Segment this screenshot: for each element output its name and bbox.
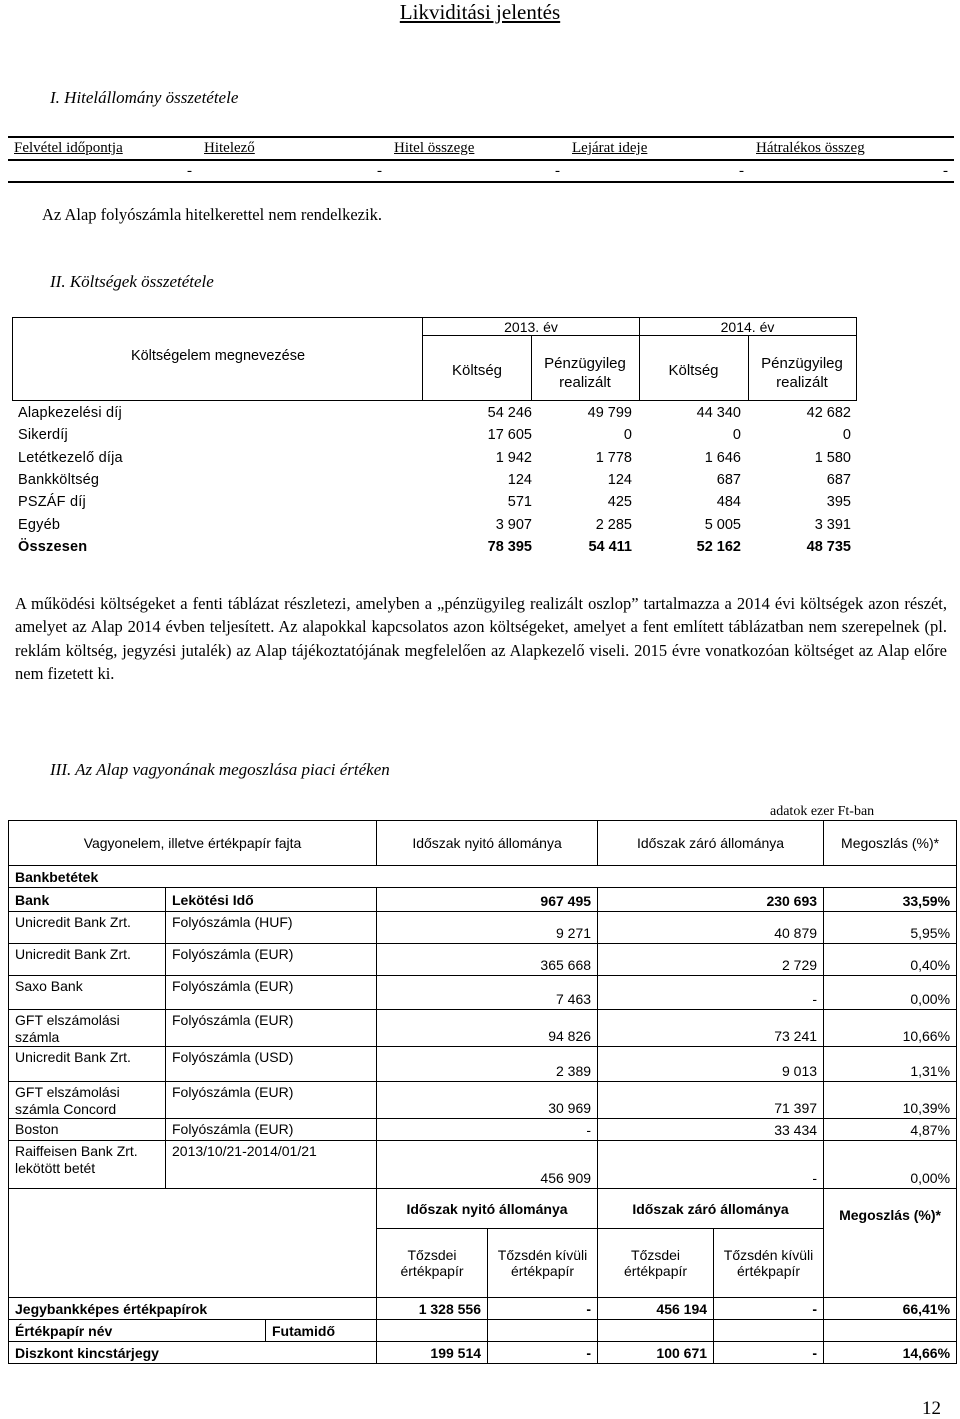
account-type: Folyószámla (EUR) [166,944,377,976]
close-value: 71 397 [598,1082,824,1119]
col-header: Lejárat ideje [566,137,750,160]
bank-row [9,1082,957,1119]
cost-value: 5 005 [704,516,741,533]
account-type: Folyószámla (EUR) [166,1082,377,1119]
open-value: 2 389 [377,1047,598,1082]
bank-name: Raiffeisen Bank Zrt. lekötött betét [9,1141,166,1189]
share-value: 0,00% [824,1141,957,1189]
open-value: 967 495 [377,888,598,912]
share-value: 66,41% [824,1298,957,1320]
bank-name: Unicredit Bank Zrt. [9,1047,166,1082]
cost-value: 571 [507,494,532,511]
cost-value: 44 340 [696,405,741,422]
maturity-label: Futamidő [266,1320,377,1342]
col-header: Hátralékos összeg [750,137,954,160]
col-header: Hitelező [198,137,388,160]
bank-label: Bank [9,888,166,912]
share-value: 33,59% [824,888,957,912]
cost-value: 124 [507,472,532,489]
cost-value: 49 799 [587,405,632,422]
account-type: 2013/10/21-2014/01/21 [166,1141,377,1189]
open-value: 365 668 [377,944,598,976]
share-value: 0,40% [824,944,957,976]
cost-value: 0 [842,427,851,444]
col-asset: Vagyonelem, illetve értékpapír fajta [9,821,377,866]
col-listed: Tőzsdei értékpapír [377,1229,488,1298]
col-share: Megoszlás (%)* [824,1189,957,1298]
close-value: - [598,976,824,1010]
bank-name: GFT elszámolási számla [9,1010,166,1047]
sec-value: - [488,1342,598,1364]
bank-row [9,1010,957,1047]
year-2013: 2013. év [504,319,558,335]
cost-row [12,491,857,513]
cost-paragraph: A működési költségeket a fenti táblázat részletezi, amelyben a „pénzügyileg realizált oszlop” tartalmazza a 2014 évi költségek azon részét, amelyet az Alap 2014 évben teljesített. Az alapokkal kapcsolatos azon költségeket, amelyet a fent említett táblázatban nem szerepelnek (pl. reklám költség, jegyzési jutalék) az Alap tájékoztatójának megfelelően az Alapkezelő viseli. 2015 évre vonatkozóan költséget az Alap előre nem fizetett ki. [15,594,947,684]
open-value: - [377,1119,598,1141]
cost-value: 54 411 [588,538,632,555]
sec-value: - [714,1298,824,1320]
share-value: 10,39% [824,1082,957,1119]
cost-value: 687 [826,472,851,489]
cost-value: 124 [607,472,632,489]
share-value: 5,95% [824,912,957,944]
account-type: Folyószámla (EUR) [166,976,377,1010]
cost-value: 54 246 [487,405,532,422]
sec-row-label: Jegybankképes értékpapírok [9,1298,377,1320]
close-value: - [598,1141,824,1189]
cost-name: Sikerdíj [18,427,68,444]
account-type: Folyószámla (EUR) [166,1119,377,1141]
term-label: Lekötési Idő [166,888,377,912]
close-value: 230 693 [598,888,824,912]
bank-name: Unicredit Bank Zrt. [9,912,166,944]
year-2014: 2014. év [720,319,775,335]
bank-name: Unicredit Bank Zrt. [9,944,166,976]
sub-cost: Költség [668,362,719,379]
open-value: 7 463 [377,976,598,1010]
close-value: 2 729 [598,944,824,976]
sec-name-label: Értékpapír név [9,1320,266,1342]
bank-row [9,912,957,944]
col-header: Felvétel időpontja [8,137,198,160]
cost-value: 17 605 [487,427,532,444]
col-open: Időszak nyitó állománya [377,1189,598,1229]
cost-value: 687 [716,472,741,489]
col-header: Hitel összege [388,137,566,160]
asset-table [8,820,957,1364]
open-value: 30 969 [377,1082,598,1119]
account-type: Folyószámla (HUF) [166,912,377,944]
sec-spacer [9,1189,377,1298]
cost-name: Összesen [18,538,88,555]
loan-table [8,136,954,183]
close-value: 40 879 [598,912,824,944]
section3-heading: III. Az Alap vagyonának megoszlása piaci értéken [50,760,390,779]
bank-name: Boston [9,1119,166,1141]
sub-cost: Költség [451,362,503,379]
close-value: 9 013 [598,1047,824,1082]
cost-value: 395 [826,494,851,511]
col-unlisted: Tőzsdén kívüli értékpapír [714,1229,824,1298]
sec-value: 199 514 [377,1342,488,1364]
cost-table-header [12,317,857,401]
page-number: 12 [922,1398,941,1419]
section2-heading: II. Költségek összetétele [50,272,214,291]
cost-value: 48 735 [806,538,851,555]
bank-name: Saxo Bank [9,976,166,1010]
cost-value: 1 942 [495,449,532,466]
sec-value: 1 328 556 [377,1298,488,1320]
sec-value: - [714,1342,824,1364]
account-type: Folyószámla (USD) [166,1047,377,1082]
share-value: 4,87% [824,1119,957,1141]
cost-row [12,536,857,558]
cost-value: 78 395 [487,538,532,555]
sec-value: 456 194 [598,1298,714,1320]
cost-name: Letétkezelő díja [18,449,123,466]
sec-value: - [488,1298,598,1320]
bank-row [9,1047,957,1082]
cost-value: 0 [623,427,632,444]
table-cell: - [388,160,566,182]
cost-row [12,447,857,469]
col-unlisted: Tőzsdén kívüli értékpapír [488,1229,598,1298]
bank-row [9,976,957,1010]
page-title: Likviditási jelentés [399,0,561,24]
unit-note: adatok ezer Ft-ban [770,804,875,819]
loan-note: Az Alap folyószámla hitelkerettel nem rendelkezik. [42,205,382,224]
open-value: 9 271 [377,912,598,944]
share-value: 0,00% [824,976,957,1010]
cost-name: PSZÁF díj [18,494,86,511]
cost-name: Bankköltség [18,472,100,489]
cost-row [12,469,857,491]
col-close: Időszak záró állománya [598,821,824,866]
open-value: 94 826 [377,1010,598,1047]
cost-name: Egyéb [18,516,61,533]
col-cost-name: Költségelem megnevezése [130,348,306,364]
col-open: Időszak nyitó állománya [377,821,598,866]
cost-value: 2 285 [595,516,632,533]
cost-value: 0 [732,427,741,444]
cost-row [12,424,857,446]
bank-row [9,1119,957,1141]
close-value: 33 434 [598,1119,824,1141]
close-value: 73 241 [598,1010,824,1047]
table-cell: - [566,160,750,182]
bank-row [9,1141,957,1189]
cost-value: 1 778 [595,449,632,466]
share-value: 10,66% [824,1010,957,1047]
cost-value: 3 391 [814,516,851,533]
cost-value: 1 646 [704,449,741,466]
cost-value: 484 [716,494,741,511]
section1-heading: I. Hitelállomány összetétele [50,88,239,107]
table-cell: - [750,160,954,182]
sub-paid: Pénzügyileg realizált [544,355,626,391]
group-bank: Bankbetétek [9,866,957,888]
sec-row-label: Diszkont kincstárjegy [9,1342,377,1364]
table-cell: - [198,160,388,182]
cost-row [12,513,857,535]
cost-row [12,402,857,424]
cost-value: 3 907 [495,516,532,533]
open-value: 456 909 [377,1141,598,1189]
cost-value: 42 682 [806,405,851,422]
cost-name: Alapkezelési díj [18,405,122,422]
sec-value: 100 671 [598,1342,714,1364]
cost-value: 52 162 [696,538,741,555]
bank-name: GFT elszámolási számla Concord [9,1082,166,1119]
sub-paid: Pénzügyileg realizált [761,355,843,391]
share-value: 14,66% [824,1342,957,1364]
table-cell: - [8,160,198,182]
cost-table [12,402,857,558]
bank-row [9,944,957,976]
col-share: Megoszlás (%)* [824,821,957,866]
col-listed: Tőzsdei értékpapír [598,1229,714,1298]
share-value: 1,31% [824,1047,957,1082]
account-type: Folyószámla (EUR) [166,1010,377,1047]
cost-value: 425 [607,494,632,511]
cost-value: 1 580 [814,449,851,466]
col-close: Időszak záró állománya [598,1189,824,1229]
